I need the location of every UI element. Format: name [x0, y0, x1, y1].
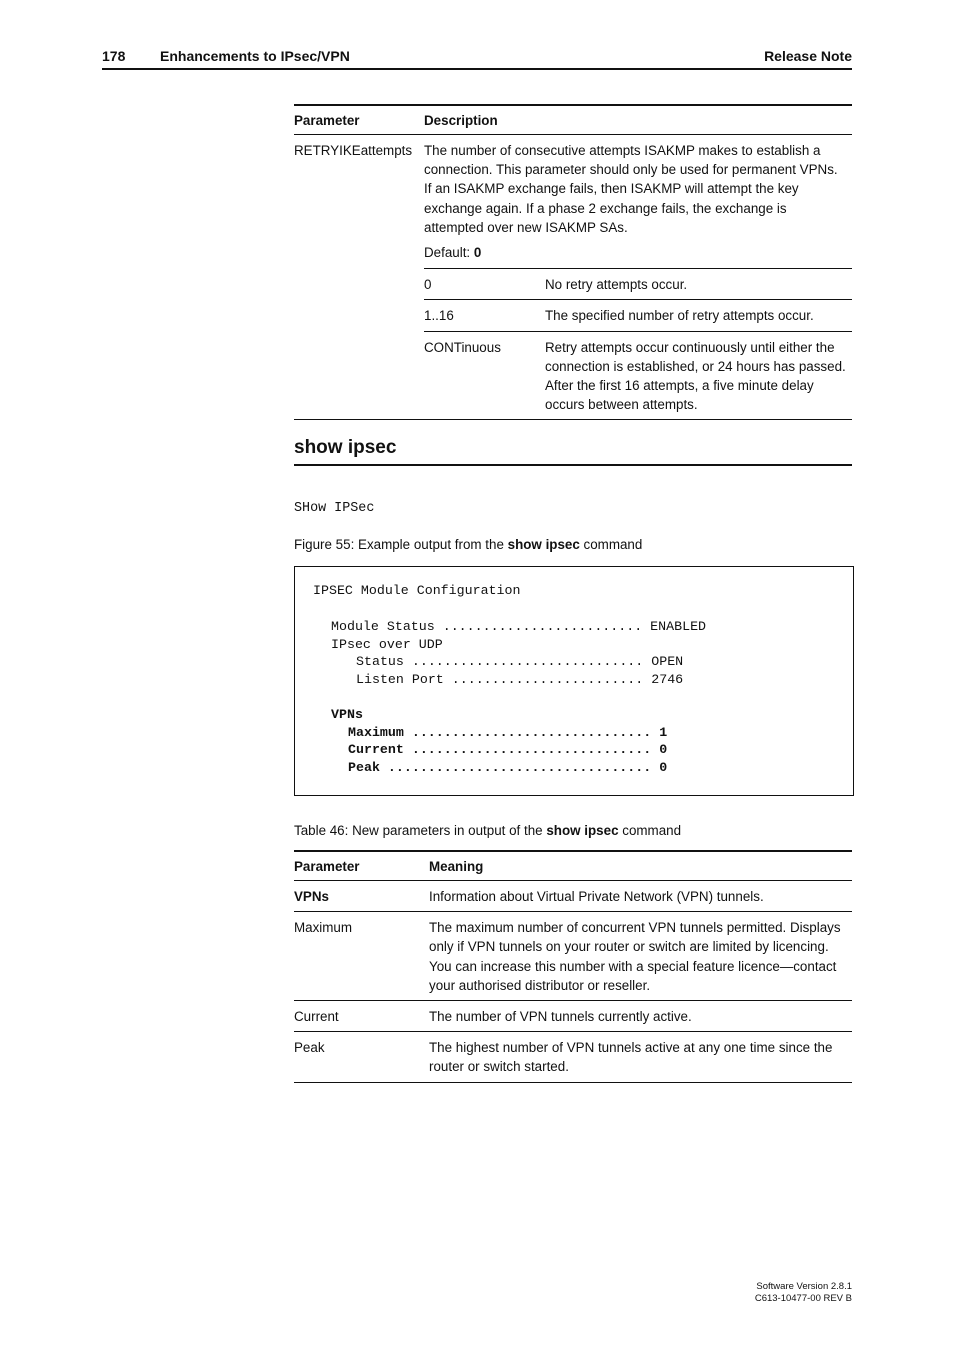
code-line: IPSEC Module Configuration — [313, 583, 521, 598]
option-description: Retry attempts occur continuously until either the connection is established, or 24 hours has passed. After the first 16 attempts, a five minute delay occurs between attempts. — [545, 339, 846, 413]
page-footer — [755, 1281, 852, 1305]
default-value: 0 — [473, 245, 482, 261]
code-line: Maximum .............................. 1 — [348, 725, 668, 740]
figure-caption-suffix: command — [579, 537, 643, 552]
code-line: Status ............................. OPEN — [356, 654, 684, 669]
table-caption — [294, 823, 681, 838]
parameter-name: Current — [294, 1001, 429, 1032]
code-line: Listen Port ........................ 2746 — [356, 672, 684, 687]
parameter-meaning: The maximum number of concurrent VPN tunnels permitted. Displays only if VPN tunnels on your router or switch are limited by licencing. You can increase this number with a special feature licence—contact your authorised distributor or reseller. — [429, 912, 852, 1001]
figure-caption-command: show ipsec — [507, 537, 580, 552]
table-caption-prefix: Table 46: New parameters in output of the — [294, 823, 547, 838]
parameter-meaning: The number of VPN tunnels currently active. — [429, 1001, 852, 1032]
option-row — [424, 331, 852, 415]
parameter-name: Peak — [294, 1032, 429, 1082]
table-row — [294, 881, 852, 912]
parameter-name: Maximum — [294, 912, 429, 1001]
default-label: Default: — [424, 245, 474, 261]
parameter-name: VPNs — [294, 881, 429, 912]
section-title: show ipsec — [294, 437, 397, 458]
figure-caption — [294, 537, 642, 552]
option-description: No retry attempts occur. — [545, 277, 688, 293]
parameter-table — [294, 104, 852, 420]
footer-software-version: Software Version 2.8.1 — [756, 1281, 852, 1292]
default-value-line — [424, 243, 852, 268]
page-number: 178 — [102, 48, 126, 64]
table-header-row — [294, 105, 852, 135]
option-row — [424, 268, 852, 299]
parameter-meaning: Information about Virtual Private Network (VPN) tunnels. — [429, 881, 852, 912]
table-caption-suffix: command — [618, 823, 682, 838]
table-row — [294, 1001, 852, 1032]
parameter-name: RETRYIKEattempts — [294, 135, 424, 420]
code-line: IPsec over UDP — [331, 637, 443, 652]
column-header-parameter: Parameter — [294, 851, 429, 881]
header-rule — [102, 68, 852, 70]
figure-caption-prefix: Figure 55: Example output from the — [294, 537, 508, 552]
running-header-doc-type: Release Note — [764, 48, 852, 64]
code-line: Peak ................................. 0 — [348, 760, 668, 775]
table-caption-command: show ipsec — [546, 823, 619, 838]
parameter-meaning: The highest number of VPN tunnels active at any one time since the router or switch started. — [429, 1032, 852, 1082]
column-header-description: Description — [424, 105, 852, 135]
code-line: VPNs — [331, 707, 363, 722]
code-line: Current .............................. 0 — [348, 742, 668, 757]
meaning-table — [294, 850, 852, 1083]
option-key: CONTinuous — [424, 339, 501, 355]
running-header-section: Enhancements to IPsec/VPN — [160, 48, 350, 64]
table-row — [294, 1032, 852, 1082]
option-description: The specified number of retry attempts occur. — [545, 308, 814, 324]
code-line: Module Status ......................... ENABLED — [331, 619, 707, 634]
parameter-description: The number of consecutive attempts ISAKMP makes to establish a connection. This parameter should only be used for permanent VPNs. If an ISAKMP exchange fails, then ISAKMP will attempt the key exchange again. If a phase 2 exchange fails, the exchange is attempted over new ISAKMP SAs. — [424, 143, 838, 235]
parameter-description-cell — [424, 135, 852, 420]
table-row — [294, 135, 852, 420]
table-header-row — [294, 851, 852, 881]
column-header-parameter: Parameter — [294, 105, 424, 135]
column-header-meaning: Meaning — [429, 851, 852, 881]
command-output-box — [294, 566, 854, 796]
section-rule — [294, 464, 852, 466]
footer-document-code: C613-10477-00 REV B — [754, 1293, 852, 1304]
command-syntax: SHow IPSec — [294, 501, 375, 516]
option-key: 1..16 — [424, 308, 454, 324]
option-key: 0 — [424, 277, 432, 293]
option-row — [424, 299, 852, 330]
table-row — [294, 912, 852, 1001]
